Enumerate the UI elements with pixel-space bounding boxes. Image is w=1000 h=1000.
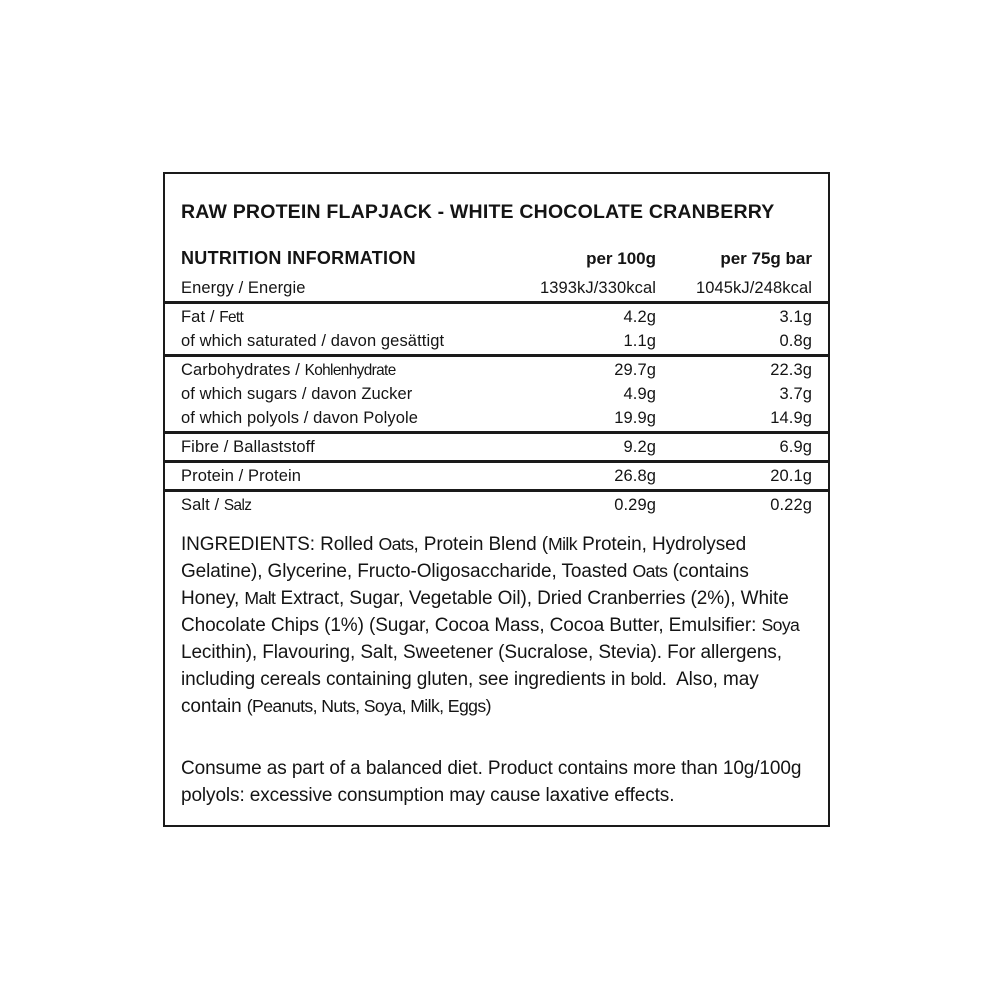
row-value-per-100g: 9.2g (623, 438, 656, 456)
text-segment: of which sugars / davon Zucker (181, 385, 413, 403)
nutrition-row (181, 358, 812, 382)
row-value-per-75g-bar: 22.3g (770, 361, 812, 379)
row-value-per-100g: 26.8g (614, 467, 656, 485)
condensed-text-segment: Malt (244, 588, 276, 608)
row-label (181, 358, 506, 383)
row-value-per-100g: 0.29g (614, 496, 656, 514)
text-segment: . Also, may contain (181, 669, 759, 717)
nutrition-row (181, 406, 812, 430)
ingredients-paragraph (181, 531, 812, 720)
row-label (181, 435, 506, 459)
text-segment: INGREDIENTS: Rolled (181, 534, 379, 555)
column-header-per-100g: per 100g (586, 249, 656, 268)
row-value-per-75g-bar: 0.8g (779, 332, 812, 350)
nutrition-rows (181, 276, 812, 517)
row-value-per-100g: 4.9g (623, 385, 656, 403)
condensed-text-segment: Oats (378, 534, 414, 554)
row-label (181, 305, 506, 330)
row-value-per-100g: 1.1g (623, 332, 656, 350)
row-value-per-75g-bar: 0.22g (770, 496, 812, 514)
condensed-text-segment: Oats (632, 561, 668, 581)
row-value-per-75g-bar: 3.7g (779, 385, 812, 403)
advisory-paragraph: Consume as part of a balanced diet. Product contains more than 10g/100g polyols: excessive consumption may cause laxative effects. (181, 758, 802, 806)
column-header-per-75g-bar: per 75g bar (720, 249, 812, 268)
condensed-text-segment: (Peanuts, Nuts, Soya, Milk, Eggs) (246, 696, 491, 716)
row-label (181, 382, 506, 406)
text-segment: Fibre / Ballaststoff (181, 438, 315, 456)
text-segment: (contains Honey, (181, 561, 749, 609)
condensed-text-segment: bold (630, 669, 662, 689)
text-segment: Protein / Protein (181, 467, 302, 485)
nutrition-row (181, 493, 812, 517)
text-segment: Fat / (181, 308, 220, 326)
text-segment: Lecithin), Flavouring, Salt, Sweetener (Sucralose, Stevia). For allergens, including cereals containing gluten, see ingredients in (181, 642, 782, 690)
text-segment: of which saturated / davon gesättigt (181, 332, 445, 350)
row-label (181, 276, 506, 300)
row-value-per-100g: 1393kJ/330kcal (539, 279, 656, 297)
nutrition-table-header (181, 248, 812, 269)
row-value-per-75g-bar: 6.9g (779, 438, 812, 456)
table-rule (165, 431, 828, 434)
table-rule (165, 301, 828, 304)
nutrition-row (181, 305, 812, 329)
row-value-per-75g-bar: 1045kJ/248kcal (695, 279, 812, 297)
text-segment: Extract, Sugar, Vegetable Oil), Dried Cranberries (2%), White Chocolate Chips (1%) (Sugar, Cocoa Mass, Cocoa Butter, Emulsifier: (181, 588, 789, 636)
table-rule (165, 354, 828, 357)
row-label (181, 329, 506, 353)
table-rule (165, 489, 828, 492)
nutrition-row (181, 276, 812, 300)
nutrition-row (181, 382, 812, 406)
row-label (181, 406, 506, 430)
condensed-text-segment: Milk (547, 534, 577, 554)
nutrition-row (181, 464, 812, 488)
condensed-text-segment: Fett (219, 309, 244, 326)
text-segment: Energy / Energie (181, 279, 306, 297)
nutrition-row (181, 435, 812, 459)
condensed-text-segment: Salz (223, 497, 252, 514)
product-title: RAW PROTEIN FLAPJACK - WHITE CHOCOLATE CRANBERRY (181, 201, 775, 223)
text-segment: Protein, Hydrolysed Gelatine), Glycerine, Fructo-Oligosaccharide, Toasted (181, 534, 747, 582)
table-rule (165, 460, 828, 463)
row-value-per-75g-bar: 14.9g (770, 409, 812, 427)
row-value-per-75g-bar: 3.1g (779, 308, 812, 326)
row-value-per-100g: 29.7g (614, 361, 656, 379)
nutrition-row (181, 329, 812, 353)
text-segment: of which polyols / davon Polyole (181, 409, 419, 427)
row-label (181, 493, 506, 518)
row-value-per-100g: 19.9g (614, 409, 656, 427)
row-value-per-100g: 4.2g (623, 308, 656, 326)
nutrition-information-heading: NUTRITION INFORMATION (181, 248, 416, 268)
text-segment: Salt / (181, 496, 224, 514)
row-value-per-75g-bar: 20.1g (770, 467, 812, 485)
condensed-text-segment: Kohlenhydrate (304, 362, 396, 379)
text-segment: Carbohydrates / (181, 361, 305, 379)
row-label (181, 464, 506, 488)
nutrition-label (163, 172, 830, 827)
condensed-text-segment: Soya (761, 615, 800, 635)
text-segment: , Protein Blend ( (413, 534, 548, 555)
